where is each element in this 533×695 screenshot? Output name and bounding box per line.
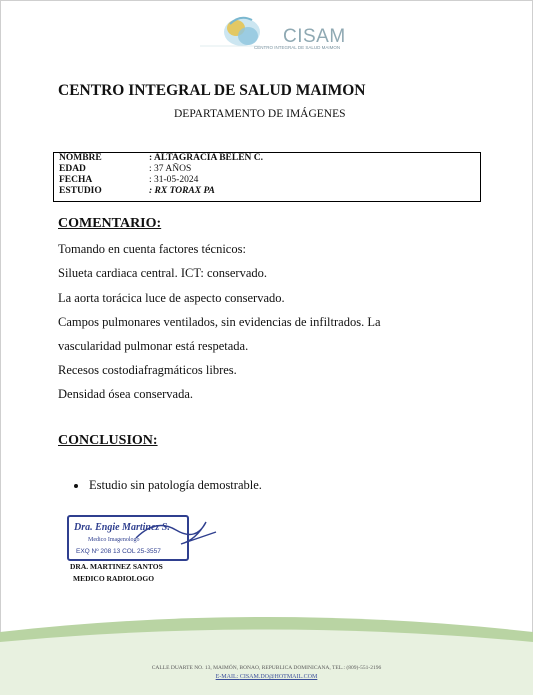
footer-wave: [0, 612, 533, 695]
info-value: : ALTAGRACIA BELEN C.: [149, 153, 264, 163]
comment-line: vascularidad pulmonar está respetada.: [58, 339, 249, 353]
comment-line: Densidad ósea conservada.: [58, 387, 194, 401]
comment-heading: COMENTARIO:: [58, 216, 162, 231]
footer-email-prefix: E-MAIL:: [215, 674, 240, 680]
info-value: : 37 AÑOS: [149, 164, 192, 174]
bullet-icon: [74, 484, 78, 488]
comment-line: Tomando en cuenta factores técnicos:: [58, 242, 246, 256]
info-row-date: [59, 175, 198, 186]
info-row-name: [59, 153, 263, 164]
doctor-stamp: [66, 510, 226, 566]
signer-name: DRA. MARTINEZ SANTOS: [70, 562, 163, 571]
footer-address: CALLE DUARTE NO. 13, MAIMÓN, BONAO, REPUBLICA DOMINICANA, TEL.: (809)-551-2196: [151, 665, 382, 671]
info-label: FECHA: [59, 175, 93, 185]
footer-email: [0, 674, 533, 680]
comment-line: Silueta cardiaca central. ICT: conservado.: [58, 266, 268, 280]
page-title: CENTRO INTEGRAL DE SALUD MAIMON: [58, 82, 366, 99]
comment-line: Recesos costodiafragmáticos libres.: [58, 363, 237, 377]
comment-line: Campos pulmonares ventilados, sin evidencias de infiltrados. La: [58, 315, 381, 329]
info-label: ESTUDIO: [59, 186, 102, 196]
logo-wordmark: CISAM: [283, 26, 346, 47]
patient-info-box: [53, 152, 481, 202]
info-row-age: [59, 164, 191, 175]
conclusion-item: Estudio sin patología demostrable.: [89, 478, 262, 492]
signer-title: MEDICO RADIOLOGO: [73, 574, 155, 583]
logo-subtitle: CENTRO INTEGRAL DE SALUD MAIMON: [254, 45, 341, 50]
stamp-ids: EXQ Nº 208 13 COL 25-3557: [76, 548, 161, 555]
stamp-name: Dra. Engie Martinez S.: [74, 522, 170, 533]
info-label: EDAD: [59, 164, 86, 174]
comment-line: La aorta torácica luce de aspecto conservado.: [58, 291, 285, 305]
info-label: NOMBRE: [59, 153, 102, 163]
department-name: DEPARTAMENTO DE IMÁGENES: [174, 108, 346, 120]
conclusion-heading: CONCLUSION:: [58, 433, 158, 448]
info-row-study: [59, 186, 215, 197]
info-value: : RX TORAX PA: [149, 186, 215, 196]
stamp-role: Medico Imagenologo: [88, 537, 140, 543]
info-value: : 31-05-2024: [149, 175, 199, 185]
footer-email-link[interactable]: CISAM.DO@HOTMAIL.COM: [239, 674, 318, 680]
